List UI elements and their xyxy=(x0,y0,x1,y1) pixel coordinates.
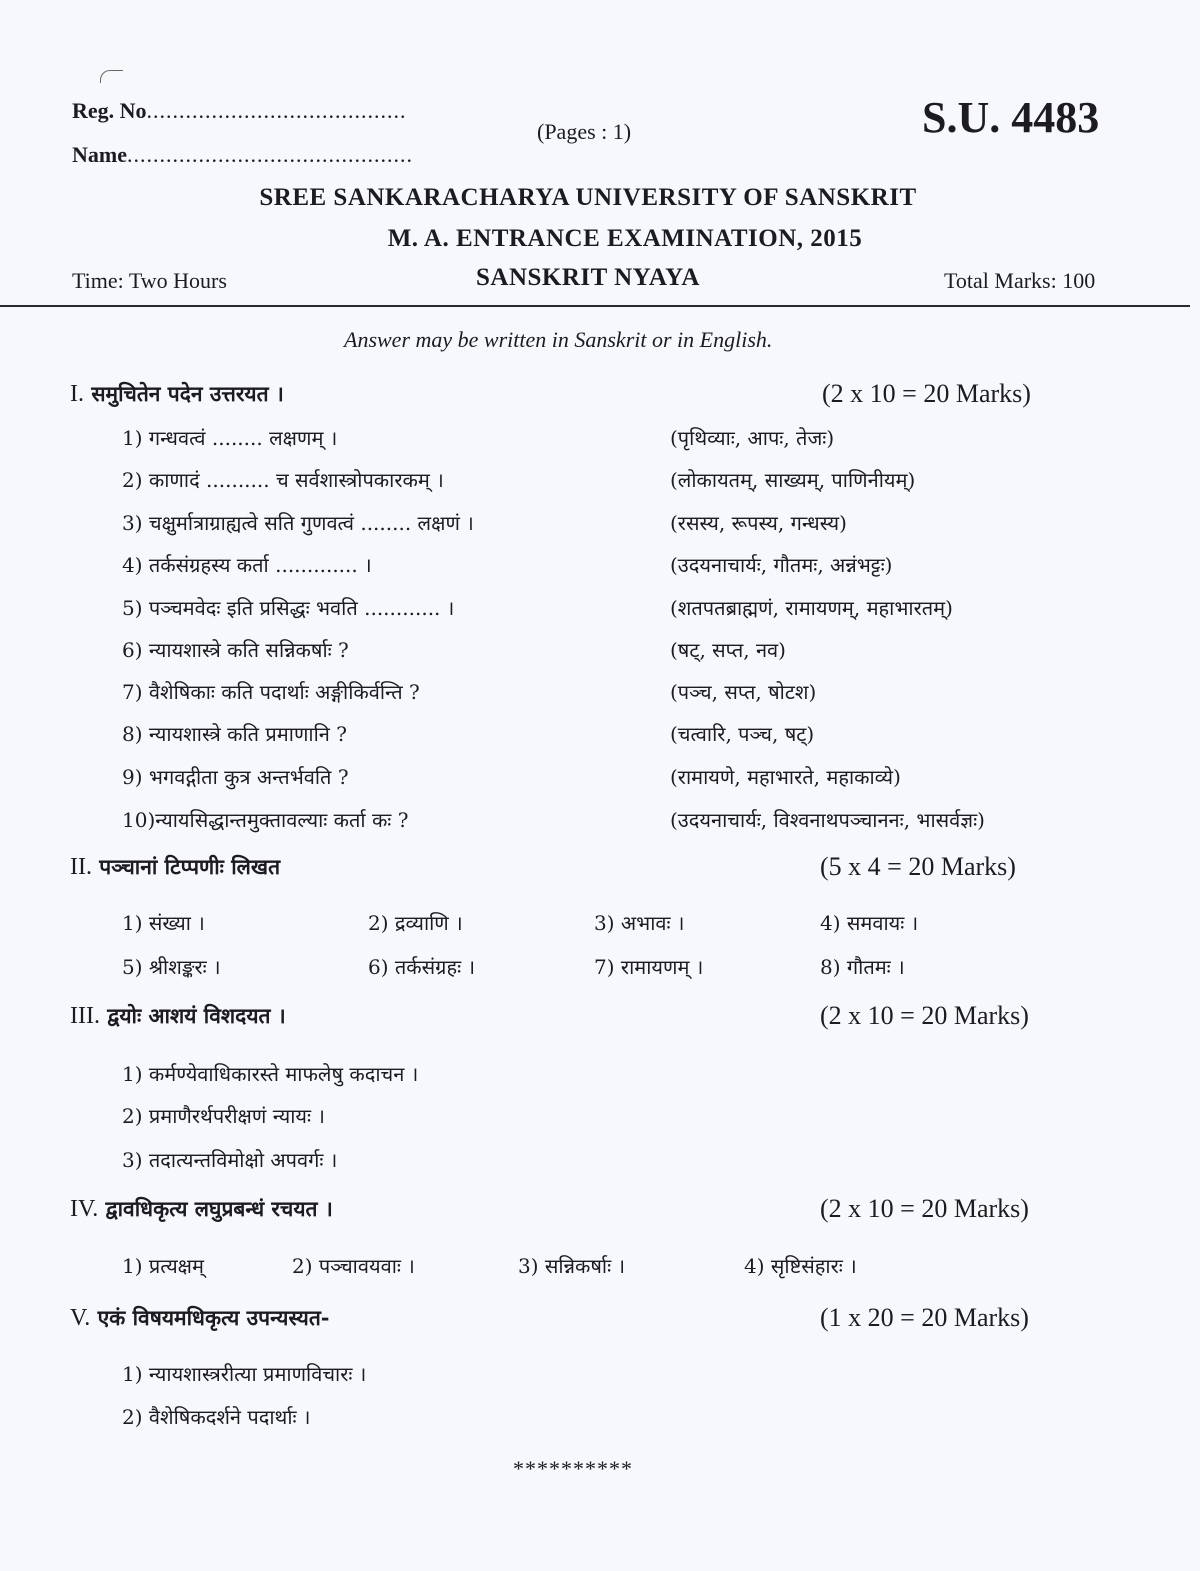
topic-item-2: 2) वैशेषिकदर्शने पदार्थाः । xyxy=(122,1405,311,1429)
question-1-10: 10)न्यायसिद्धान्तमुक्तावल्याः कर्ता कः ? xyxy=(122,808,409,832)
reg-no-field xyxy=(72,98,407,124)
exam-title: M. A. ENTRANCE EXAMINATION, 2015 xyxy=(387,225,863,252)
note-item-8: 8) गौतमः । xyxy=(820,955,905,979)
end-marker: ********** xyxy=(513,1456,633,1481)
pages-count: (Pages : 1) xyxy=(537,119,632,144)
section-5-number: V. xyxy=(70,1305,91,1331)
explain-item-2: 2) प्रमाणैरर्थपरीक्षणं न्यायः । xyxy=(122,1104,325,1128)
question-1-6: 6) न्यायशास्त्रे कति सन्निकर्षाः ? xyxy=(122,638,349,662)
section-3-heading xyxy=(70,1002,286,1030)
section-3-marks: (2 x 10 = 20 Marks) xyxy=(820,1001,1029,1030)
note-item-6: 6) तर्कसंग्रहः । xyxy=(368,955,476,979)
time-allowed: Time: Two Hours xyxy=(72,268,227,293)
options-1-10: (उदयनाचार्यः, विश्वनाथपञ्चाननः, भासर्वज्ञः) xyxy=(670,808,985,832)
reg-no-dots: ........................................ xyxy=(146,98,407,123)
explain-item-3: 3) तदात्यन्तविमोक्षो अपवर्गः । xyxy=(122,1148,338,1172)
section-3-number: III. xyxy=(70,1003,100,1029)
question-1-7: 7) वैशेषिकाः कति पदार्थाः अङ्गीकिर्वन्ति ? xyxy=(122,680,420,704)
question-1-5: 5) पञ्चमवेदः इति प्रसिद्धः भवति ............ । xyxy=(122,596,455,620)
reg-no-label: Reg. No xyxy=(72,98,147,123)
question-1-1: 1) गन्धवत्वं ........ लक्षणम् । xyxy=(122,426,338,450)
options-1-7: (पञ्च, सप्त, षोटश) xyxy=(670,680,817,704)
essay-item-4: 4) सृष्टिसंहारः । xyxy=(744,1254,857,1278)
note-item-7: 7) रामायणम् । xyxy=(594,955,704,979)
note-item-3: 3) अभावः । xyxy=(594,911,685,935)
section-1-marks: (2 x 10 = 20 Marks) xyxy=(822,379,1031,408)
university-name: SREE SANKARACHARYA UNIVERSITY OF SANSKRIT xyxy=(259,184,917,211)
header-divider xyxy=(0,305,1190,307)
question-1-9: 9) भगवद्गीता कुत्र अन्तर्भवति ? xyxy=(122,765,349,789)
section-5-marks: (1 x 20 = 20 Marks) xyxy=(820,1303,1029,1332)
options-1-2: (लोकायतम्, साख्यम्, पाणिनीयम्) xyxy=(670,468,916,492)
options-1-9: (रामायणे, महाभारते, महाकाव्ये) xyxy=(670,765,901,789)
options-1-4: (उदयनाचार्यः, गौतमः, अन्नंभट्टः) xyxy=(670,553,893,577)
section-4-title: द्वावधिकृत्य लघुप्रबन्धं रचयत । xyxy=(105,1196,333,1221)
section-2-heading xyxy=(70,853,280,881)
section-5-heading xyxy=(70,1304,330,1332)
section-1-number: I. xyxy=(70,381,84,407)
name-field xyxy=(72,142,413,168)
essay-item-2: 2) पञ्चावयवाः । xyxy=(292,1254,415,1278)
question-1-8: 8) न्यायशास्त्रे कति प्रमाणानि ? xyxy=(122,722,347,746)
note-item-5: 5) श्रीशङ्करः । xyxy=(122,955,221,979)
essay-item-3: 3) सन्निकर्षाः । xyxy=(518,1254,626,1278)
section-4-number: IV. xyxy=(70,1196,99,1222)
section-3-title: द्वयोः आशयं विशदयत । xyxy=(107,1003,286,1028)
section-1-heading xyxy=(70,380,284,408)
options-1-5: (शतपतब्राह्मणं, रामायणम्, महाभारतम्) xyxy=(670,596,953,620)
pen-mark xyxy=(100,70,123,83)
options-1-1: (पृथिव्याः, आपः, तेजः) xyxy=(670,426,835,450)
question-1-2: 2) काणादं .......... च सर्वशास्त्रोपकारकम् । xyxy=(122,468,444,492)
instruction: Answer may be written in Sanskrit or in English. xyxy=(344,327,773,352)
section-2-title: पञ्चानां टिप्पणीः लिखत xyxy=(99,854,281,879)
note-item-1: 1) संख्या । xyxy=(122,911,205,935)
section-4-marks: (2 x 10 = 20 Marks) xyxy=(820,1194,1029,1223)
options-1-3: (रसस्य, रूपस्य, गन्धस्य) xyxy=(670,511,847,535)
subject-title: SANSKRIT NYAYA xyxy=(475,264,700,291)
name-label: Name xyxy=(72,142,127,167)
question-1-4: 4) तर्कसंग्रहस्य कर्ता ............. । xyxy=(122,553,372,577)
explain-item-1: 1) कर्मण्येवाधिकारस्ते माफलेषु कदाचन । xyxy=(122,1062,419,1086)
section-1-title: समुचितेन पदेन उत्तरयत । xyxy=(91,381,284,406)
section-4-heading xyxy=(70,1195,333,1223)
name-dots: ............................................ xyxy=(126,142,413,167)
paper-code: S.U. 4483 xyxy=(922,93,1100,142)
note-item-4: 4) समवायः । xyxy=(820,911,919,935)
note-item-2: 2) द्रव्याणि । xyxy=(368,911,463,935)
essay-item-1: 1) प्रत्यक्षम् xyxy=(122,1254,204,1278)
section-5-title: एकं विषयमधिकृत्य उपन्यस्यत- xyxy=(97,1305,330,1330)
topic-item-1: 1) न्यायशास्त्ररीत्या प्रमाणविचारः । xyxy=(122,1362,367,1386)
total-marks: Total Marks: 100 xyxy=(944,268,1096,293)
section-2-marks: (5 x 4 = 20 Marks) xyxy=(820,852,1016,881)
options-1-6: (षट्, सप्त, नव) xyxy=(670,638,786,662)
section-2-number: II. xyxy=(70,854,92,880)
question-1-3: 3) चक्षुर्मात्राग्राह्यत्वे सति गुणवत्वं ........ लक्षणं । xyxy=(122,511,474,535)
options-1-8: (चत्वारि, पञ्च, षट्) xyxy=(670,722,815,746)
